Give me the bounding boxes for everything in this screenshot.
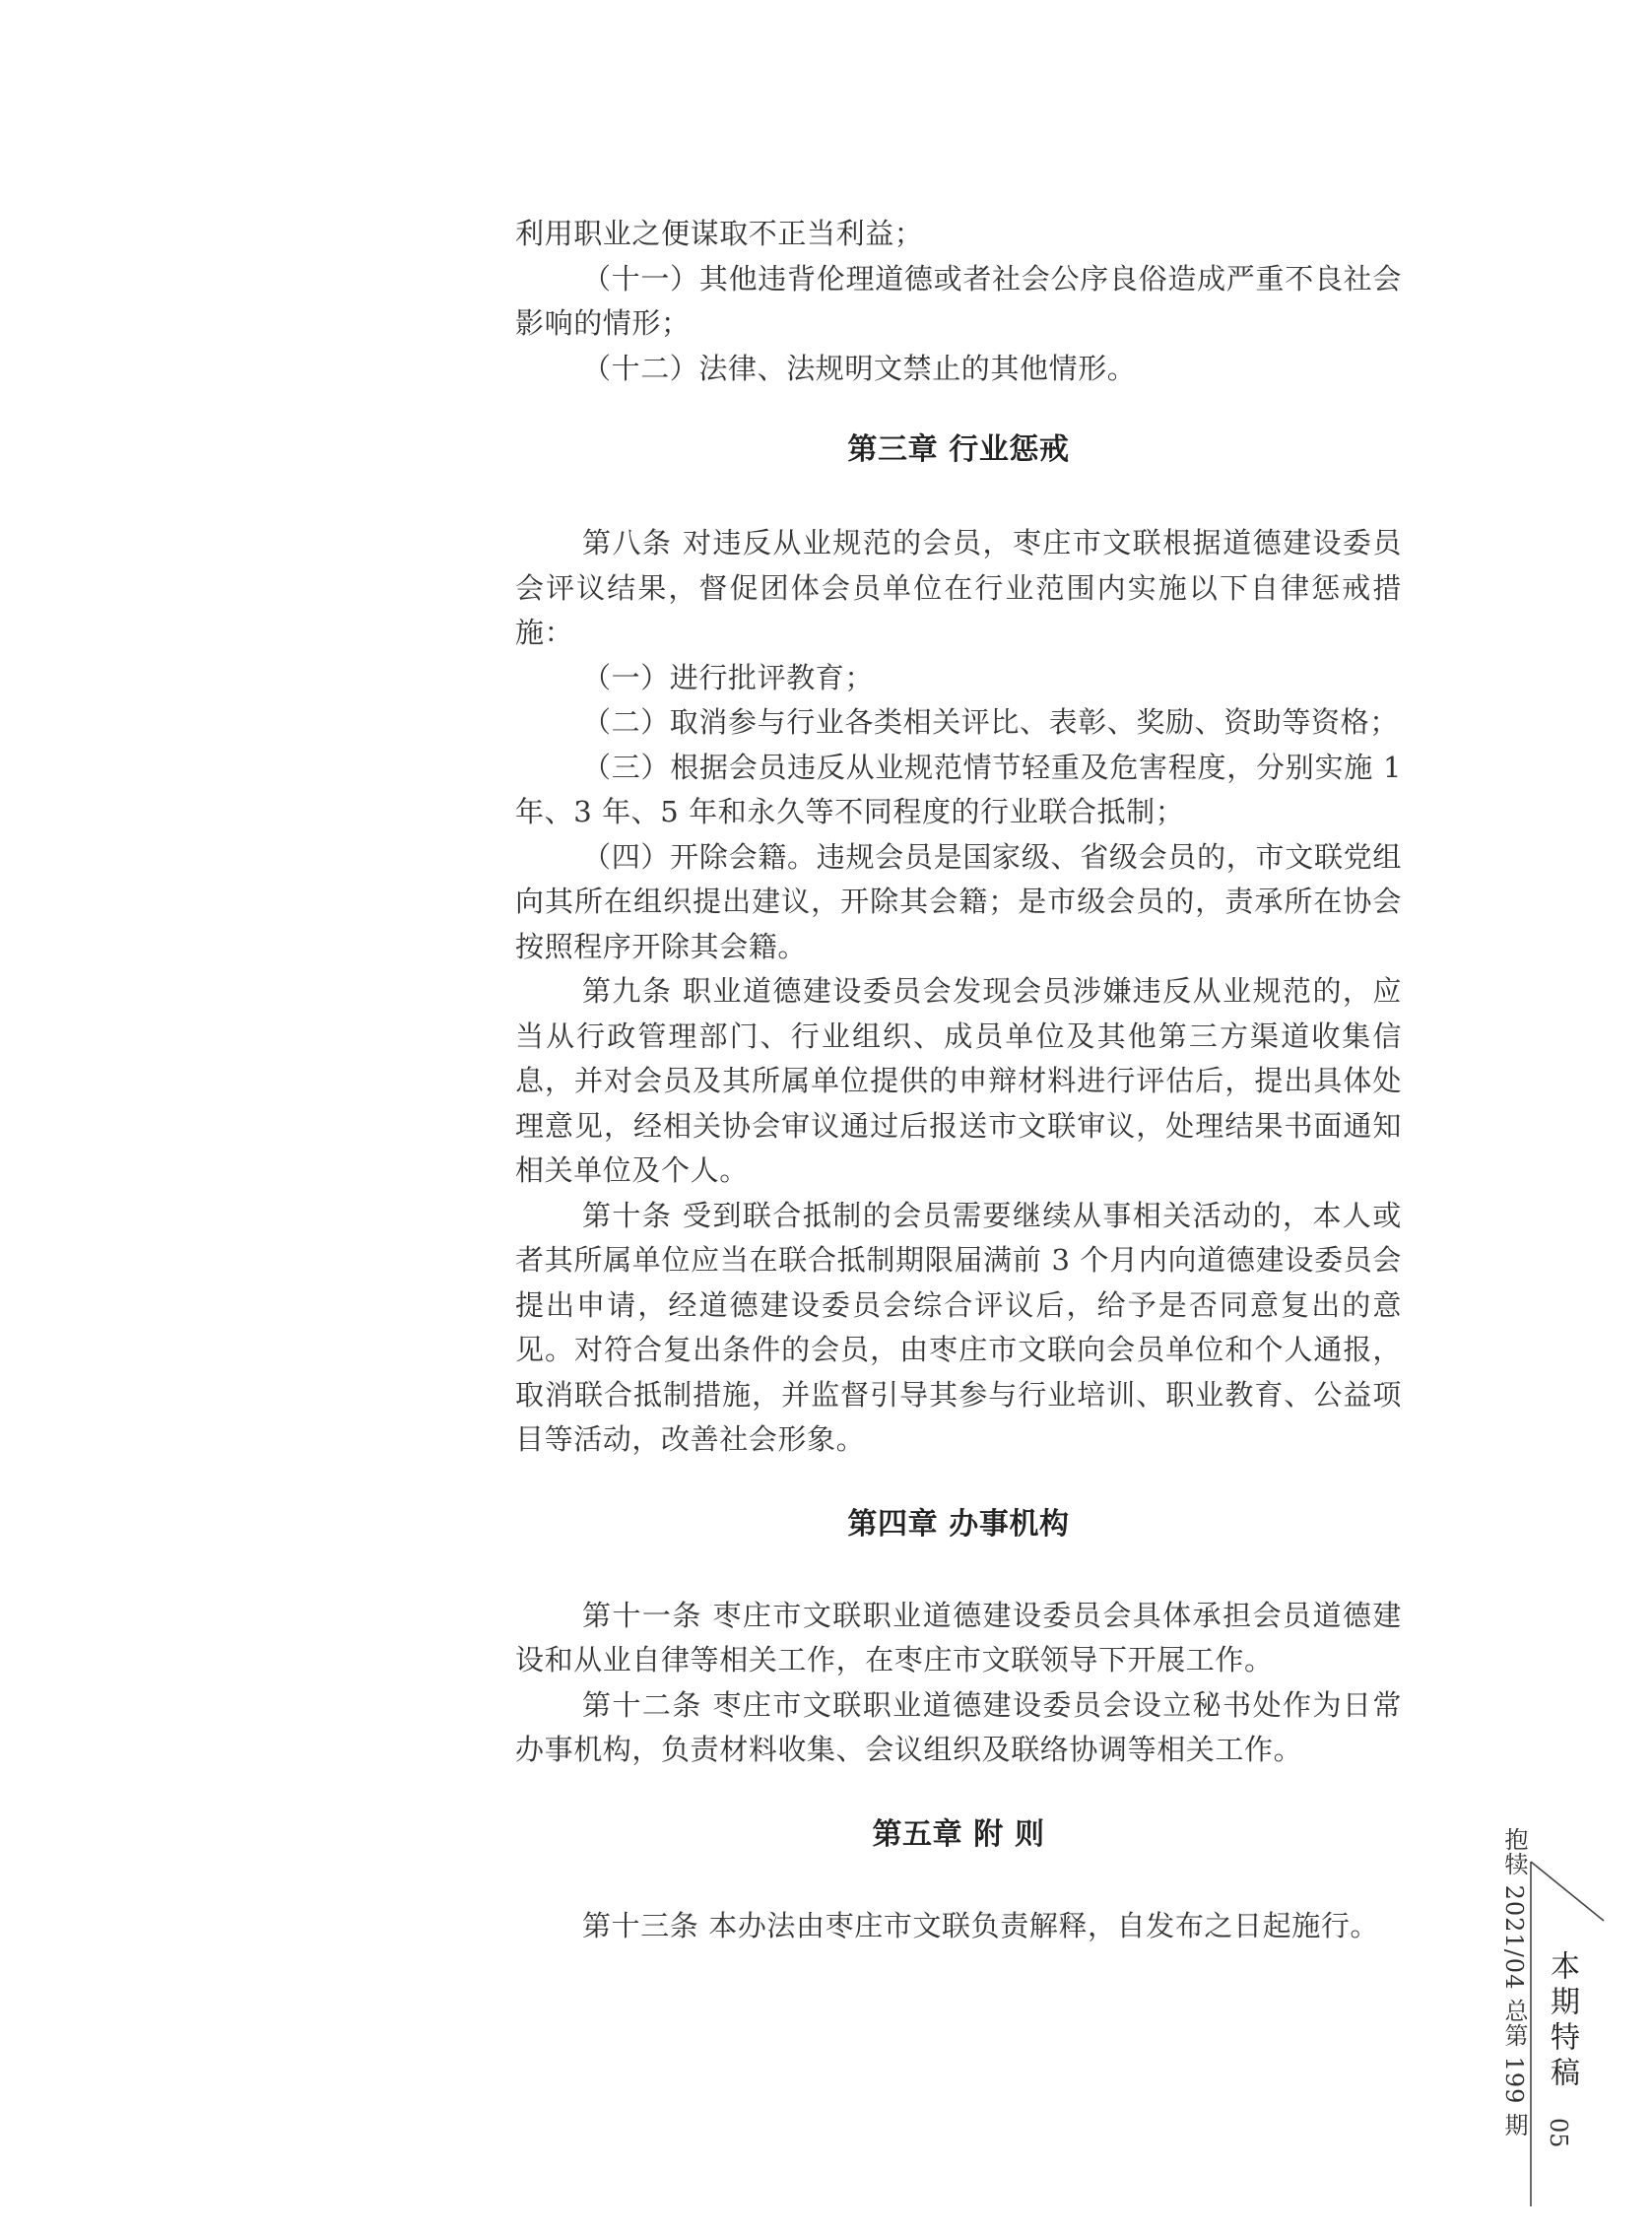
page-number: 05 bbox=[1545, 2118, 1572, 2148]
list-item: （二）取消参与行业各类相关评比、表彰、奖励、资助等资格； bbox=[582, 705, 1399, 739]
article-12-paragraph: 第十二条 枣庄市文联职业道德建设委员会设立秘书处作为日常办事机构，负责材料收集、会议组织及联络协调等相关工作。 bbox=[515, 1687, 1402, 1766]
article-13-paragraph: 第十三条 本办法由枣庄市文联负责解释，自发布之日起施行。 bbox=[582, 1908, 1380, 1942]
article-10-paragraph: 第十条 受到联合抵制的会员需要继续从事相关活动的，本人或者其所属单位应当在联合抵制期限届满前 3 个月内向道德建设委员会提出申请，经道德建设委员会综合评议后，给予是否同意复出的意见。对符合复出条件的会员，由枣庄市文联向会员单位和个人通报，取消联合抵制措施，并监督引导其参与行业培训、职业教育、公益项目等活动，改善社会形象。 bbox=[515, 1198, 1402, 1456]
chapter-heading: 第五章 附 则 bbox=[872, 1816, 1045, 1852]
article-body bbox=[515, 212, 1402, 1948]
page-folio bbox=[1478, 1822, 1645, 2206]
list-item: （四）开除会籍。违规会员是国家级、省级会员的，市文联党组向其所在组织提出建议，开除其会籍；是市级会员的，责承所在协会按照程序开除其会籍。 bbox=[515, 839, 1402, 963]
paragraph: （十二）法律、法规明文禁止的其他情形。 bbox=[582, 351, 1137, 385]
folio-diagonal-rule bbox=[1531, 1862, 1604, 1921]
article-11-paragraph: 第十一条 枣庄市文联职业道德建设委员会具体承担会员道德建设和从业自律等相关工作，在枣庄市文联领导下开展工作。 bbox=[515, 1598, 1402, 1676]
paragraph: （十一）其他违背伦理道德或者社会公序良俗造成严重不良社会影响的情形； bbox=[515, 261, 1402, 340]
article-9-paragraph: 第九条 职业道德建设委员会发现会员涉嫌违反从业规范的，应当从行政管理部门、行业组织、成员单位及其他第三方渠道收集信息，并对会员及其所属单位提供的申辩材料进行评估后，提出具体处理意见，经相关协会审议通过后报送市文联审议，处理结果书面通知相关单位及个人。 bbox=[515, 974, 1402, 1187]
section-title: 本期特稿 bbox=[1545, 1950, 1579, 2092]
chapter-heading: 第四章 办事机构 bbox=[847, 1506, 1070, 1542]
paragraph: 利用职业之便谋取不正当利益； bbox=[515, 217, 924, 250]
list-item: （三）根据会员违反从业规范情节轻重及危害程度，分别实施 1 年、3 年、5 年和永久等不同程度的行业联合抵制； bbox=[515, 750, 1402, 828]
article-8-paragraph: 第八条 对违反从业规范的会员，枣庄市文联根据道德建设委员会评议结果，督促团体会员单位在行业范围内实施以下自律惩戒措施： bbox=[515, 526, 1402, 649]
chapter-heading: 第三章 行业惩戒 bbox=[847, 432, 1070, 467]
list-item: （一）进行批评教育； bbox=[582, 660, 875, 694]
issue-info: 抱犊 2021/04 总第 199 期 bbox=[1500, 1827, 1528, 2138]
